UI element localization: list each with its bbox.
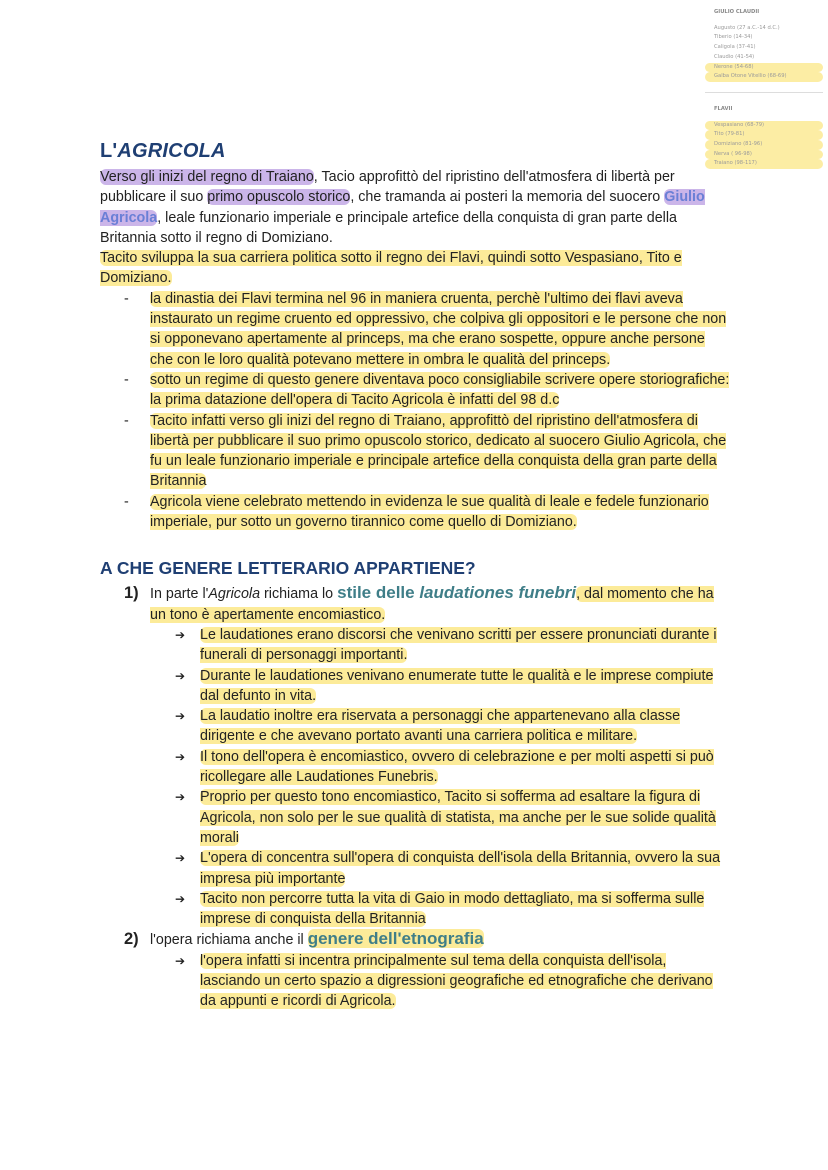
list-item: - sotto un regime di questo genere diventava poco consigliabile scrivere opere storiografiche: la prima datazione dell'opera di Tacito Agricola è infatti del 98 d.c (150, 370, 730, 411)
numbered-point-1: 1) In parte l'Agricola richiama lo stile delle laudationes funebri, dal momento che ha un tono è apertamente encomiastico. (124, 583, 714, 623)
list-item: ➔ Durante le laudationes venivano enumerate tutte le qualità e le imprese compiute dal defunto in vita. (200, 666, 730, 707)
bullet-list (100, 289, 730, 533)
document-body (100, 140, 730, 1012)
list-item: ➔ Le laudationes erano discorsi che venivano scritti per essere pronunciati durante i funerali di personaggi importanti. (200, 625, 730, 666)
list-item: - la dinastia dei Flavi termina nel 96 in maniera cruenta, perchè l'ultimo dei flavi aveva instaurato un regime cruento ed oppressivo, che colpiva gli oppositori e le persone che non si opponevano apertamente al princeps, ma che erano sospette, oppure anche persone che con le loro qualità potevano mettere in ombra le qualità del princeps. (150, 289, 730, 370)
list-item: ➔ Tacito non percorre tutta la vita di Gaio in modo dettagliato, ma si sofferma sulle imprese di conquista della Britannia (200, 889, 730, 930)
list-item: ➔ l'opera infatti si incentra principalmente sul tema della conquista dell'isola, lasciando un certo spazio a digressioni geografiche ed etnografiche che derivano da appunti e ricordi di Agricola. (200, 951, 730, 1012)
intro-paragraph: Verso gli inizi del regno di Traiano, Tacio approfittò del ripristino dell'atmosfera di libertà per pubblicare il suo primo opuscolo storico, che tramanda ai posteri la memoria del suocero Giulio Agricola, leale funzionario imperiale e principale artefice della conquista di gran parte della Britannia sotto il regno di Domiziano. (100, 169, 705, 246)
list-item: - Tacito infatti verso gli inizi del regno di Traiano, approfittò del ripristino dell'atmosfera di libertà per pubblicare il suo primo opuscolo storico, dedicato al suocero Giulio Agricola, che fu un leale funzionario imperiale e principale artefice della conquista della gran parte della Britannia (150, 411, 730, 492)
outline-heading-claudii: GIULIO CLAUDII (714, 9, 760, 15)
outline-item: Galba Otone Vitellio (68-69) (705, 72, 823, 82)
numbered-point-2: 2) l'opera richiama anche il genere dell'etnografia (124, 929, 484, 949)
outline-divider (705, 92, 823, 93)
outline-item: Tiberio (14-34) (714, 34, 753, 41)
arrow-list-1 (100, 625, 730, 929)
list-item: - Agricola viene celebrato mettendo in evidenza le sue qualità di leale e fedele funzionario imperiale, pur sotto un governo tirannico come quello di Domiziano. (150, 492, 730, 533)
outline-item: Caligola (37-41) (714, 44, 756, 51)
outline-item: Domiziano (81-96) (705, 140, 823, 150)
list-item: ➔ La laudatio inoltre era riservata a personaggi che appartenevano alla classe dirigente e che avevano portato avanti una carriera politica e militare. (200, 706, 730, 747)
outline-item: Vespasiano (68-79) (705, 121, 823, 131)
list-item: ➔ Il tono dell'opera è encomiastico, ovvero di celebrazione e per molti aspetti si può ricollegare alle Laudationes Funebris. (200, 747, 730, 788)
outline-item: Nerone (54-68) (705, 63, 823, 73)
highlighted-name: Giulio Agricola (100, 189, 705, 226)
outline-item: Augusto (27 a.C.-14 d.C.) (714, 24, 780, 31)
intro-line: Tacito sviluppa la sua carriera politica sotto il regno dei Flavi, quindi sotto Vespasiano, Tito e Domiziano. (100, 250, 682, 287)
outline-item: Nerva ( 96-98) (705, 150, 823, 160)
outline-item: Traiano (98-117) (705, 159, 823, 169)
list-item: ➔ L'opera di concentra sull'opera di conquista dell'isola della Britannia, ovvero la sua impresa più importante (200, 848, 730, 889)
arrow-list-2 (100, 951, 730, 1012)
section-heading: A CHE GENERE LETTERARIO APPARTIENE? (100, 558, 476, 579)
page-title: L'AGRICOLA (100, 140, 226, 162)
outline-item: Tito (79-81) (705, 130, 823, 140)
list-item: ➔ Proprio per questo tono encomiastico, Tacito si sofferma ad esaltare la figura di Agricola, non solo per le sue qualità di statista, ma anche per le sue solide qualità morali (200, 787, 730, 848)
outline-heading-flavii: FLAVII (714, 105, 733, 112)
outline-item: Claudio (41-54) (714, 53, 755, 60)
